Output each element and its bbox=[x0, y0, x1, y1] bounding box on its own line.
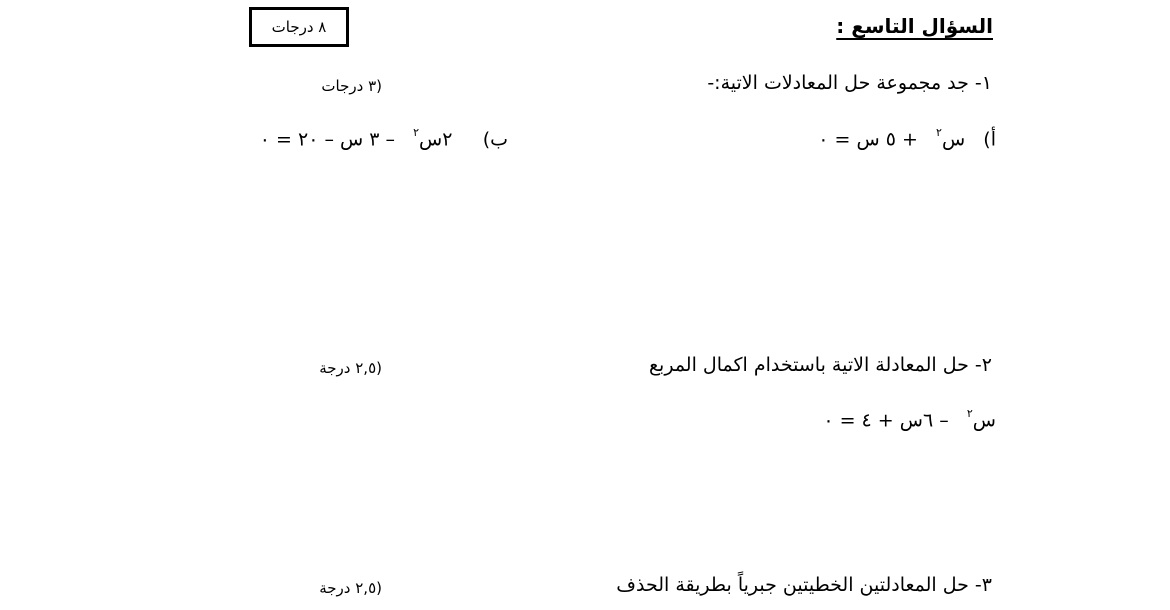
q2-equation-exponent: ٢ bbox=[966, 407, 973, 420]
q2-marks: (٢,٥ درجة bbox=[319, 359, 382, 377]
q1-part-a-exponent: ٢ bbox=[936, 126, 942, 139]
total-marks-box bbox=[249, 7, 349, 47]
question-title: السؤال التاسع : bbox=[836, 14, 993, 38]
q1-part-b-exponent: ٢ bbox=[413, 126, 420, 139]
q3-text: ٣- حل المعادلتين الخطيتين جبرياً بطريقة الحذف bbox=[616, 574, 992, 596]
q2-equation-rest: – ٦س + ٤ = ٠ bbox=[823, 409, 949, 432]
q2-text: ٢- حل المعادلة الاتية باستخدام اكمال المربع bbox=[648, 354, 992, 376]
total-marks-label: ٨ درجات bbox=[271, 18, 327, 36]
q2-equation-lhs: س bbox=[972, 409, 996, 432]
q1-part-a-lhs: س bbox=[941, 128, 966, 151]
q1-marks: (٣ درجات bbox=[321, 77, 382, 95]
q3-marks: (٢,٥ درجة bbox=[319, 579, 382, 597]
q1-part-a-rest: + ٥ س = ٠ bbox=[818, 128, 918, 151]
q1-part-b-label: ب) bbox=[482, 128, 508, 151]
q1-part-b-lhs: ٢س bbox=[419, 128, 453, 151]
q1-part-a-label: أ) bbox=[983, 128, 996, 151]
q1-part-a-equation bbox=[818, 128, 996, 152]
q1-part-b-equation bbox=[260, 128, 508, 152]
q1-text: ١- جد مجموعة حل المعادلات الاتية:- bbox=[707, 72, 992, 94]
q2-equation bbox=[823, 409, 996, 433]
q1-part-b-rest: – ٣ س – ٢٠ = ٠ bbox=[259, 128, 395, 151]
